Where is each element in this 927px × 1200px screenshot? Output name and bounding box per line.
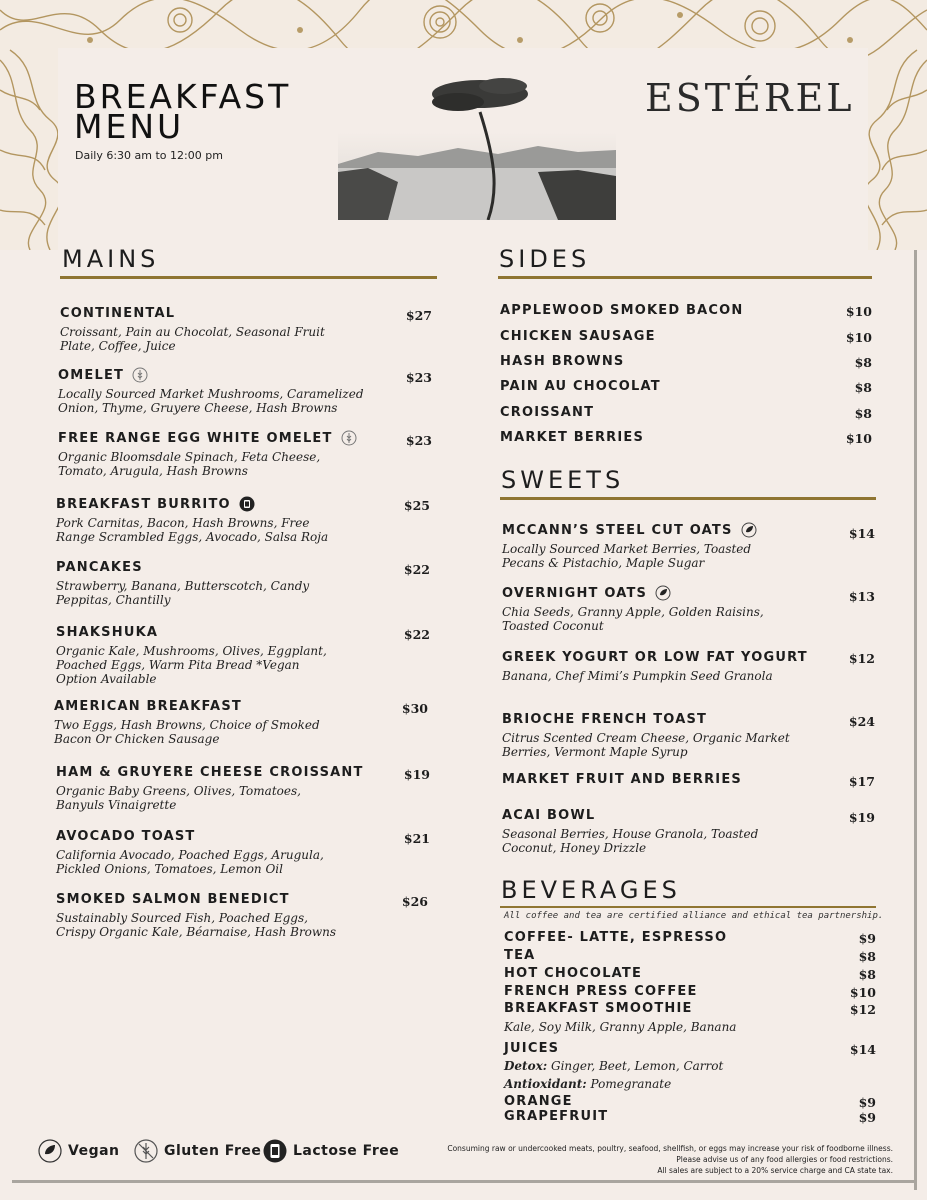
lactose-free-icon [239,496,255,512]
item-desc: Crispy Organic Kale, Béarnaise, Hash Browns [56,925,337,939]
item-desc: Pork Carnitas, Bacon, Hash Browns, Free [56,516,310,530]
menu-item [56,765,406,812]
item-desc: Organic Baby Greens, Olives, Tomatoes, [56,784,301,798]
menu-item [54,699,404,746]
side-item-name: PAIN AU CHOCOLAT [500,379,661,394]
item-price: $23 [405,370,432,385]
item-price: $19 [848,810,875,825]
coastal-pine-photo [338,72,616,220]
menu-item [60,306,410,353]
opening-hours: Daily 6:30 am to 12:00 pm [75,149,223,162]
side-item-name: APPLEWOOD SMOKED BACON [500,303,744,318]
menu-item [56,496,406,544]
side-item-name: CHICKEN SAUSAGE [500,329,656,344]
frame-bottom-border [12,1180,917,1183]
vegan-icon [741,522,757,538]
item-price: $25 [403,498,430,513]
gluten-free-icon [132,367,148,383]
beverage-name: HOT CHOCOLATE [504,966,643,981]
side-item-price: $10 [845,330,872,345]
beverage-desc: Kale, Soy Milk, Granny Apple, Banana [504,1020,737,1034]
beverage-name: ORANGE [504,1094,573,1109]
beverage-price: $8 [858,949,876,964]
item-price: $30 [401,701,428,716]
menu-item [502,772,842,787]
detox-label: Detox: [504,1059,548,1073]
side-item-name: HASH BROWNS [500,354,625,369]
item-price: $12 [848,651,875,666]
item-name: PANCAKES [56,560,143,575]
footer-line: All sales are subject to a 20% service charge and CA state tax. [657,1166,893,1175]
beverage-price: $9 [858,1110,876,1125]
menu-item [56,892,406,939]
item-desc: Pickled Onions, Tomatoes, Lemon Oil [56,862,283,876]
item-name: GREEK YOGURT OR LOW FAT YOGURT [502,650,808,665]
item-desc: Coconut, Honey Drizzle [502,841,647,855]
menu-item [56,560,406,607]
item-name: CONTINENTAL [60,306,176,321]
item-desc: Chia Seeds, Granny Apple, Golden Raisins, [502,605,764,619]
item-name: BREAKFAST BURRITO [56,496,231,512]
side-item-name: CROISSANT [500,405,595,420]
item-desc: Berries, Vermont Maple Syrup [502,745,688,759]
item-name: MARKET FRUIT AND BERRIES [502,772,742,787]
mains-rule [60,276,437,279]
item-price: $22 [403,627,430,642]
legend-lactose-free [263,1139,399,1163]
vegan-icon [38,1139,62,1163]
title-line-1: BREAKFAST [74,77,292,116]
beverages-rule [500,906,876,908]
footer-line: Please advise us of any food allergies or food restrictions. [676,1155,893,1164]
item-price: $24 [848,714,875,729]
antioxidant-label: Antioxidant: [504,1077,587,1091]
page-title [74,77,292,146]
item-desc: Onion, Thyme, Gruyere Cheese, Hash Browns [58,401,338,415]
side-item-price: $8 [854,406,872,421]
item-desc: Pecans & Pistachio, Maple Sugar [502,556,705,570]
beverages-heading: BEVERAGES [501,876,681,904]
sides-heading: SIDES [499,245,591,273]
beverage-name: JUICES [504,1041,560,1056]
item-desc: California Avocado, Poached Eggs, Arugula, [56,848,324,862]
brand-logo: ESTÉREL [645,76,855,120]
item-desc: Sustainably Sourced Fish, Poached Eggs, [56,911,308,925]
item-price: $13 [848,589,875,604]
item-desc: Organic Bloomsdale Spinach, Feta Cheese, [58,450,321,464]
item-desc: Organic Kale, Mushrooms, Olives, Eggplant, [56,644,327,658]
item-name: MCCANN’S STEEL CUT OATS [502,522,733,538]
beverage-name: COFFEE- LATTE, ESPRESSO [504,930,728,945]
item-price: $21 [403,831,430,846]
vegan-icon [655,585,671,601]
legend-lactose-free-label: Lactose Free [293,1143,400,1159]
item-price: $19 [403,767,430,782]
item-desc: Banyuls Vinaigrette [56,798,177,812]
item-name: BRIOCHE FRENCH TOAST [502,712,708,727]
item-desc: Banana, Chef Mimi’s Pumpkin Seed Granola [502,669,773,683]
menu-item [502,522,842,570]
beverage-price: $14 [849,1042,876,1057]
beverage-name: FRENCH PRESS COFFEE [504,984,698,999]
sweets-rule [500,497,876,500]
footer-disclaimer [447,1143,893,1176]
side-item-price: $8 [854,380,872,395]
item-desc: Locally Sourced Market Mushrooms, Caramelized [58,387,364,401]
title-line-2: MENU [74,107,185,146]
item-desc: Citrus Scented Cream Cheese, Organic Market [502,731,790,745]
gluten-free-icon [134,1139,158,1163]
menu-item [56,829,406,876]
frame-right-border [914,250,917,1190]
side-item-price: $10 [845,431,872,446]
beverage-name: TEA [504,948,536,963]
menu-item [58,430,408,478]
item-name: ACAI BOWL [502,808,596,823]
menu-item [58,367,408,415]
item-desc: Range Scrambled Eggs, Avocado, Salsa Roja [56,530,329,544]
item-price: $26 [401,894,428,909]
menu-item [502,650,842,683]
item-price: $22 [403,562,430,577]
beverage-price: $12 [849,1002,876,1017]
sweets-heading: SWEETS [501,466,625,494]
beverages-note: All coffee and tea are certified alliance and ethical tea partnership. [504,911,884,921]
item-desc: Seasonal Berries, House Granola, Toasted [502,827,759,841]
juice-detox [504,1059,723,1073]
menu-item [502,585,842,633]
item-name: HAM & GRUYERE CHEESE CROISSANT [56,765,364,780]
item-desc: Croissant, Pain au Chocolat, Seasonal Fruit [60,325,325,339]
juice-antioxidant [504,1077,671,1091]
beverage-price: $8 [858,967,876,982]
item-desc: Tomato, Arugula, Hash Browns [58,464,248,478]
legend-gluten-free-label: Gluten Free [164,1143,262,1159]
item-price: $23 [405,433,432,448]
side-item-price: $8 [854,355,872,370]
antioxidant-ingredients: Pomegranate [586,1077,672,1091]
item-desc: Plate, Coffee, Juice [60,339,176,353]
sides-rule [498,276,872,279]
item-name: SMOKED SALMON BENEDICT [56,892,290,907]
item-price: $14 [848,526,875,541]
item-desc: Locally Sourced Market Berries, Toasted [502,542,752,556]
beverage-price: $9 [858,1095,876,1110]
menu-item [502,712,842,759]
item-name: OMELET [58,367,125,383]
legend-vegan-label: Vegan [68,1143,120,1159]
item-desc: Poached Eggs, Warm Pita Bread *Vegan [56,658,300,672]
beverage-price: $9 [858,931,876,946]
gluten-free-icon [341,430,357,446]
item-desc: Bacon Or Chicken Sausage [54,732,220,746]
item-name: AMERICAN BREAKFAST [54,699,242,714]
beverage-price: $10 [849,985,876,1000]
legend-vegan [38,1139,120,1163]
item-price: $27 [405,308,432,323]
beverage-name: BREAKFAST SMOOTHIE [504,1001,693,1016]
detox-ingredients: Ginger, Beet, Lemon, Carrot [547,1059,724,1073]
menu-item [502,808,842,855]
item-name: AVOCADO TOAST [56,829,196,844]
item-name: OVERNIGHT OATS [502,585,648,601]
footer-line: Consuming raw or undercooked meats, poultry, seafood, shellfish, or eggs may increase your risk of foodborne illness. [447,1144,893,1153]
item-desc: Toasted Coconut [502,619,604,633]
side-item-name: MARKET BERRIES [500,430,645,445]
item-name: FREE RANGE EGG WHITE OMELET [58,430,333,446]
item-desc: Option Available [56,672,157,686]
mains-heading: MAINS [62,245,160,273]
item-desc: Strawberry, Banana, Butterscotch, Candy [56,579,310,593]
lactose-free-icon [263,1139,287,1163]
item-desc: Two Eggs, Hash Browns, Choice of Smoked [54,718,320,732]
beverage-name: GRAPEFRUIT [504,1109,609,1124]
side-item-price: $10 [845,304,872,319]
item-desc: Peppitas, Chantilly [56,593,171,607]
menu-item [56,625,406,686]
legend-gluten-free [134,1139,261,1163]
item-price: $17 [848,774,875,789]
item-name: SHAKSHUKA [56,625,159,640]
